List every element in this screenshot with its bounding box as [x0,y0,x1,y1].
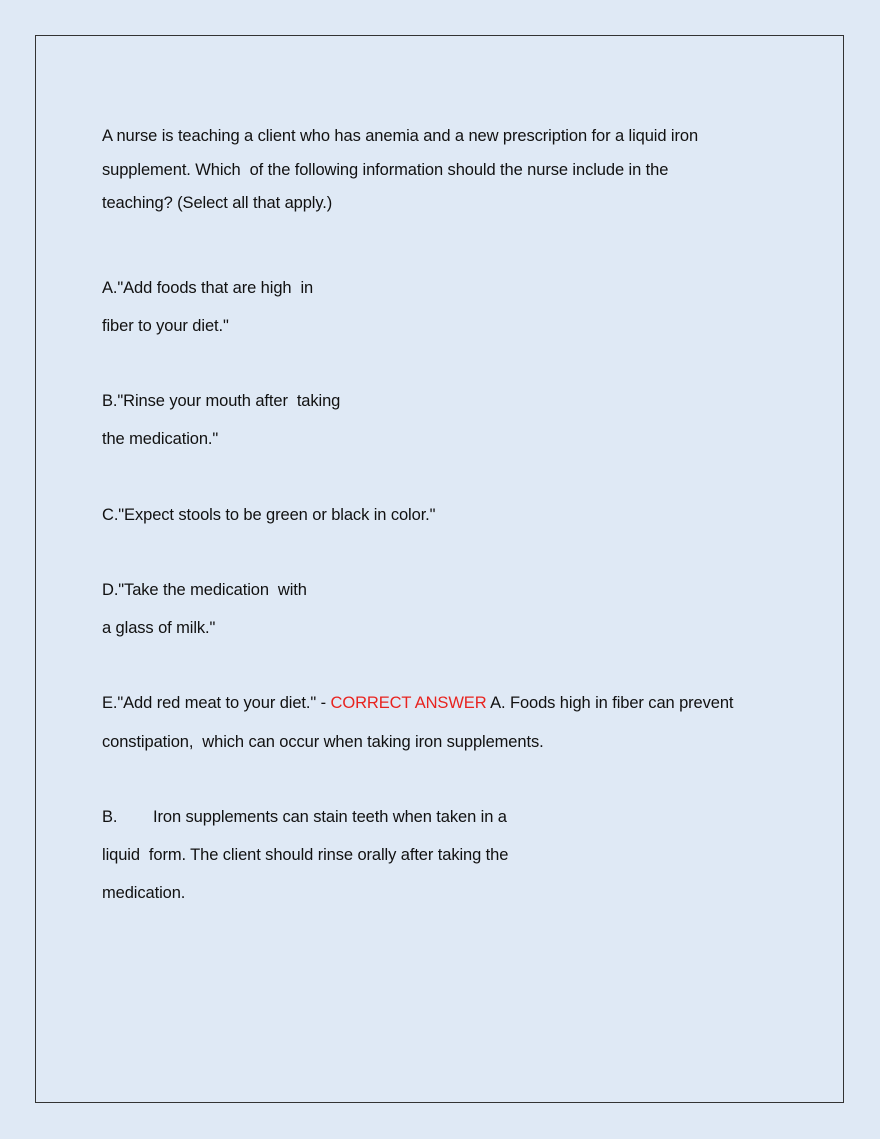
question-line: teaching? (Select all that apply.) [102,194,333,212]
option-b: the medication." [102,430,219,448]
rationale-a: constipation, which can occur when taking iron supplements. [102,733,544,751]
option-d: D."Take the medication with [102,581,307,599]
option-a: A."Add foods that are high in [102,279,314,297]
question-line: supplement. Which of the following information should the nurse include in the [102,161,669,179]
rationale-b: medication. [102,884,186,902]
rationale-b: Iron supplements can stain teeth when taken in a [153,808,507,826]
option-e-line [102,691,733,715]
option-b: B."Rinse your mouth after taking [102,392,341,410]
question-line: A nurse is teaching a client who has anemia and a new prescription for a liquid iron [102,127,699,145]
option-e: E."Add red meat to your diet." - [102,694,331,712]
rationale-b-letter: B. [102,808,118,826]
rationale-a: A. Foods high in fiber can prevent [486,694,734,712]
rationale-b: liquid form. The client should rinse orally after taking the [102,846,509,864]
correct-answer-label: CORRECT ANSWER [330,694,487,712]
option-a: fiber to your diet." [102,317,229,335]
option-c: C."Expect stools to be green or black in color." [102,506,436,524]
option-d: a glass of milk." [102,619,216,637]
